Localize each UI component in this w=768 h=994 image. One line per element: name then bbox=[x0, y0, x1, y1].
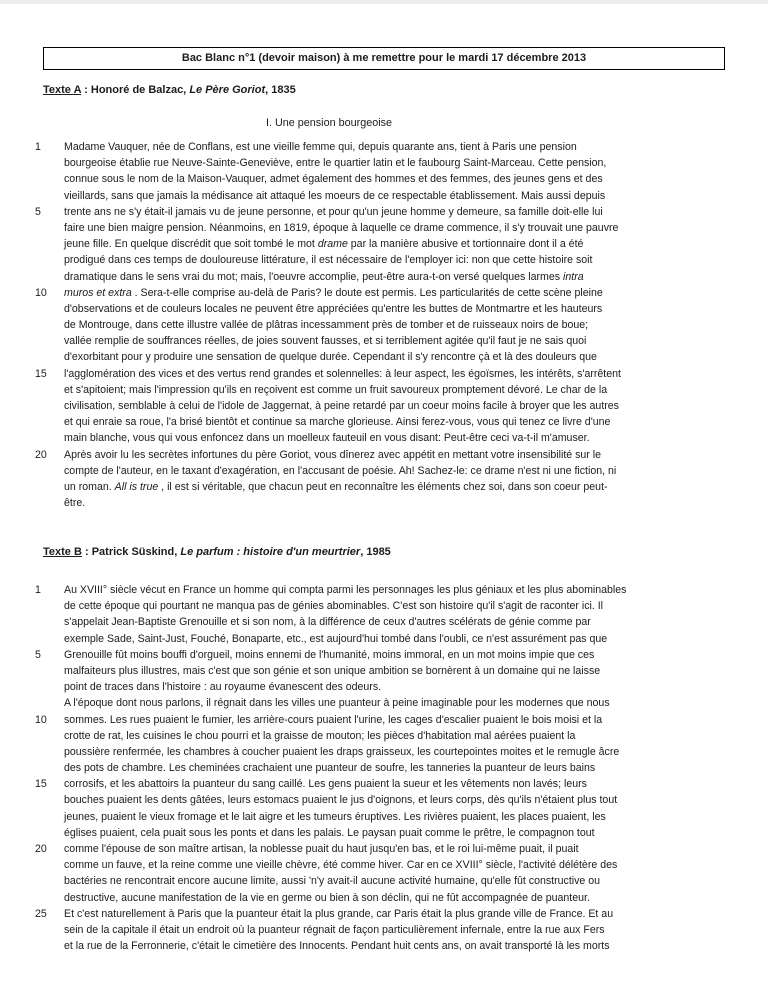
line-number bbox=[35, 873, 64, 889]
texte-b-label: Texte B bbox=[43, 546, 82, 558]
line-number bbox=[35, 333, 64, 349]
line-number bbox=[35, 301, 64, 317]
line-number bbox=[35, 809, 64, 825]
line-text: Madame Vauquer, née de Conflans, est une vieille femme qui, depuis quarante ans, tient à Paris une pension bbox=[64, 141, 577, 153]
text-line bbox=[35, 695, 740, 711]
line-number: 5 bbox=[35, 648, 41, 661]
line-number: 5 bbox=[35, 205, 41, 218]
line-text: trente ans ne s'y était-il jamais vu de jeune personne, et pour qu'un jeune homme y demeure, sa famille doit-elle lui bbox=[64, 205, 603, 218]
line-number bbox=[35, 614, 64, 630]
text-line bbox=[35, 582, 740, 598]
texte-a-body bbox=[35, 139, 740, 511]
text-line bbox=[35, 809, 740, 825]
line-text: comme un fauve, et la reine comme une vieille chèvre, été comme hiver. Car en ce XVIII° siècle, l'activité délétère des bbox=[64, 859, 618, 872]
section-title: I. Une pension bourgeoise bbox=[265, 117, 393, 129]
text-line bbox=[35, 631, 740, 647]
texte-a-label: Texte A bbox=[43, 84, 82, 96]
line-number bbox=[35, 220, 64, 236]
line-number bbox=[35, 495, 64, 511]
line-text: sein de la capitale il était un endroit où la puanteur régnait de façon particulièrement infernale, entre la rue aux Fers bbox=[64, 923, 605, 936]
line-text: crotte de rat, les cuisines le chou pourri et la graisse de mouton; les pièces d'habitation mal aérées puaient la bbox=[64, 729, 576, 742]
text-line bbox=[35, 236, 740, 252]
text-line bbox=[35, 398, 740, 414]
line-number bbox=[35, 155, 64, 171]
line-text: être. bbox=[64, 497, 86, 510]
line-number: 1 bbox=[35, 584, 41, 596]
text-line bbox=[35, 317, 740, 333]
line-number bbox=[35, 728, 64, 744]
texte-b-heading bbox=[43, 546, 391, 558]
text-line bbox=[35, 495, 740, 511]
line-text: s'appelait Jean-Baptiste Grenouille et si son nom, à la différence de ceux d'autres scélérats de génie comme par bbox=[64, 616, 591, 629]
line-number bbox=[35, 825, 64, 841]
line-number bbox=[35, 188, 64, 204]
text-line bbox=[35, 841, 740, 857]
text-line bbox=[35, 366, 740, 382]
line-text: malfaiteurs plus illustres, mais c'est que son génie et son unique ambition se bornèrent à un domaine qui ne laisse bbox=[64, 664, 601, 677]
text-line bbox=[35, 598, 740, 614]
line-number bbox=[35, 236, 64, 252]
text-line bbox=[35, 712, 740, 728]
text-line bbox=[35, 220, 740, 236]
text-line bbox=[35, 728, 740, 744]
text-line bbox=[35, 906, 740, 922]
line-text: civilisation, semblable à celui de l'idole de Jaggernat, à peine retardé par un coeur moins facile à broyer que les autres bbox=[64, 400, 619, 412]
text-line bbox=[35, 171, 740, 187]
line-text: de Montrouge, dans cette illustre vallée de plâtras incessamment près de tomber et de ruisseaux noirs de boue; bbox=[64, 319, 589, 332]
line-number bbox=[35, 792, 64, 808]
line-text: vallée remplie de souffrances réelles, de joies souvent fausses, et si terriblement agitée qu'il faut je ne sais quoi bbox=[64, 335, 587, 348]
text-line bbox=[35, 614, 740, 630]
line-number bbox=[35, 463, 64, 479]
line-text: Au XVIII° siècle vécut en France un homme qui compta parmi les personnages les plus géniaux et les plus abominables bbox=[64, 584, 627, 596]
line-text: Après avoir lu les secrètes infortunes du père Goriot, vous dînerez avec appétit en mettant votre insensibilité sur le bbox=[64, 448, 602, 461]
line-text: bactéries ne rencontrait encore aucune limite, aussi 'n'y avait-il aucune activité humaine, qu'elle fût constructive ou bbox=[64, 875, 601, 888]
line-text: de cette époque qui pourtant ne manqua pas de génies abominables. C'est son histoire qu'il s'agit de raconter ici. Il bbox=[64, 600, 604, 613]
line-number: 25 bbox=[35, 907, 47, 920]
line-text: dramatique dans le sens vrai du mot; mais, l'oeuvre accomplie, peut-être aura-t-on versé quelques larmes intra bbox=[64, 270, 584, 283]
line-text: prodigué dans ces temps de douloureuse littérature, il est nécessaire de l'employer ici: non que cette histoire soit bbox=[64, 254, 593, 267]
texte-b-year: , 1985 bbox=[360, 546, 391, 558]
text-line bbox=[35, 430, 740, 446]
line-number bbox=[35, 890, 64, 906]
text-line bbox=[35, 349, 740, 365]
text-line bbox=[35, 204, 740, 220]
line-number: 15 bbox=[35, 778, 47, 791]
line-text: compte de l'auteur, en le taxant d'exagération, en l'accusant de poésie. Ah! Sachez-le: ce drame n'est ni une fiction, ni bbox=[64, 464, 617, 477]
line-text: destructive, aucune manifestation de la vie en germe ou bien à son déclin, qui ne fût accompagnée de puanteur. bbox=[64, 891, 590, 904]
text-line bbox=[35, 744, 740, 760]
text-line bbox=[35, 479, 740, 495]
text-line bbox=[35, 922, 740, 938]
text-line bbox=[35, 463, 740, 479]
texte-a-author: : Honoré de Balzac, bbox=[81, 84, 190, 96]
line-text: vieillards, sans que jamais la médisance ait attaqué les moeurs de ce respectable établissement. Mais aussi depuis bbox=[64, 189, 606, 202]
line-number bbox=[35, 760, 64, 776]
line-number bbox=[35, 479, 64, 495]
line-text: et la rue de la Ferronnerie, c'était le cimetière des Innocents. Pendant huit cents ans, on avait transporté là les morts bbox=[64, 940, 610, 953]
texte-b-body bbox=[35, 582, 740, 954]
line-text: d'observations et de couleurs locales ne peuvent être appréciées qu'entre les buttes de Montmartre et les hauteurs bbox=[64, 302, 603, 315]
line-text: A l'époque dont nous parlons, il régnait dans les villes une puanteur à peine imaginable pour les modernes que nous bbox=[64, 697, 610, 710]
line-text: bouches puaient les dents gâtées, leurs estomacs puaient le jus d'oignons, et leurs corps, dès qu'ils n'étaient plus tout bbox=[64, 794, 618, 807]
line-number: 1 bbox=[35, 141, 41, 153]
line-text: et qui enraie sa roue, l'a brisé bientôt et continue sa marche glorieuse. Ainsi ferez-vous, vous qui tenez ce livre d'une bbox=[64, 416, 611, 429]
text-line bbox=[35, 792, 740, 808]
line-text: Et c'est naturellement à Paris que la puanteur était la plus grande, car Paris était la plus grande ville de France. Et au bbox=[64, 907, 614, 920]
texte-a-year: , 1835 bbox=[265, 84, 296, 96]
texte-a-work-title: Le Père Goriot bbox=[189, 84, 266, 96]
line-number: 10 bbox=[35, 713, 47, 726]
text-line bbox=[35, 647, 740, 663]
line-text: des pots de chambre. Les cheminées crachaient une puanteur de soufre, les tanneries la puanteur de leurs bains bbox=[64, 762, 596, 775]
line-text: bourgeoise établie rue Neuve-Sainte-Geneviève, entre le quartier latin et le faubourg Saint-Marceau. Cette pension, bbox=[64, 157, 607, 170]
line-text: églises puaient, cela puait sous les ponts et dans les palais. Le paysan puait comme le prêtre, le compagnon tout bbox=[64, 826, 595, 839]
text-line bbox=[35, 414, 740, 430]
line-number bbox=[35, 398, 64, 414]
line-text: jeunes, puaient le vieux fromage et le lait aigre et les tumeurs éruptives. Les rivières puaient, les places puaient, les bbox=[64, 810, 606, 823]
text-line bbox=[35, 825, 740, 841]
line-number bbox=[35, 938, 64, 954]
line-text: un roman. All is true , il est si véritable, que chacun peut en reconnaître les éléments chez soi, dans son coeur peut- bbox=[64, 480, 608, 493]
line-text: point de traces dans l'histoire : au royaume évanescent des odeurs. bbox=[64, 681, 382, 694]
text-line bbox=[35, 447, 740, 463]
line-number bbox=[35, 744, 64, 760]
line-number: 20 bbox=[35, 448, 47, 461]
text-line bbox=[35, 285, 740, 301]
text-line bbox=[35, 252, 740, 268]
line-text: et s'apitoient; mais l'impression qu'ils en reçoivent est comme un fruit savoureux promptement dévoré. Le char de la bbox=[64, 383, 608, 396]
text-line bbox=[35, 938, 740, 954]
text-line bbox=[35, 155, 740, 171]
texte-a-heading bbox=[43, 84, 296, 96]
line-number: 20 bbox=[35, 843, 47, 855]
line-number: 15 bbox=[35, 367, 47, 380]
text-line bbox=[35, 760, 740, 776]
text-line bbox=[35, 333, 740, 349]
line-text: corrosifs, et les abattoirs la puanteur du sang caillé. Les gens puaient la sueur et les vêtements non lavés; leurs bbox=[64, 778, 587, 791]
text-line bbox=[35, 188, 740, 204]
line-number bbox=[35, 349, 64, 365]
line-number: 10 bbox=[35, 286, 47, 299]
text-line bbox=[35, 857, 740, 873]
line-number bbox=[35, 663, 64, 679]
line-text: comme l'épouse de son maître artisan, la noblesse puait du haut jusqu'en bas, et le roi lui-même puait, il puait bbox=[64, 843, 579, 855]
line-number bbox=[35, 171, 64, 187]
line-text: exemple Sade, Saint-Just, Fouché, Bonaparte, etc., est aujourd'hui tombé dans l'oubli, ce n'est assurément pas que bbox=[64, 632, 608, 645]
line-number bbox=[35, 679, 64, 695]
text-line bbox=[35, 269, 740, 285]
line-text: sommes. Les rues puaient le fumier, les arrière-cours puaient l'urine, les cages d'escalier puaient le bois moisi et la bbox=[64, 713, 603, 726]
line-number bbox=[35, 252, 64, 268]
line-number bbox=[35, 922, 64, 938]
text-line bbox=[35, 139, 740, 155]
line-text: Grenouille fût moins bouffi d'orgueil, moins ennemi de l'humanité, moins immoral, en un mot moins impie que ces bbox=[64, 648, 595, 661]
text-line bbox=[35, 873, 740, 889]
line-number bbox=[35, 695, 64, 711]
assignment-header-box bbox=[43, 47, 725, 70]
texte-b-author: : Patrick Süskind, bbox=[81, 546, 181, 558]
page-top-edge bbox=[0, 0, 768, 4]
line-text: main blanche, vous qui vous enfoncez dans un moelleux fauteuil en vous disant: Peut-être ceci va-t-il m'amuser. bbox=[64, 432, 590, 445]
text-line bbox=[35, 679, 740, 695]
line-number bbox=[35, 857, 64, 873]
text-line bbox=[35, 776, 740, 792]
line-number bbox=[35, 269, 64, 285]
line-number bbox=[35, 598, 64, 614]
line-number bbox=[35, 382, 64, 398]
text-line bbox=[35, 663, 740, 679]
assignment-header-text: Bac Blanc n°1 (devoir maison) à me remettre pour le mardi 17 décembre 2013 bbox=[181, 52, 587, 64]
line-text: l'agglomération des vices et des vertus rend grandes et solennelles: à leur aspect, les égoïsmes, les intérêts, s'arrêtent bbox=[64, 367, 621, 380]
line-number bbox=[35, 317, 64, 333]
line-text: jeune fille. En quelque discrédit que soit tombé le mot drame par la manière abusive et tortionnaire dont il a été bbox=[64, 238, 584, 251]
line-text: d'exorbitant pour y produire une sensation de quelque durée. Cependant il s'y rencontre çà et là des douleurs que bbox=[64, 351, 597, 364]
line-text: muros et extra . Sera-t-elle comprise au-delà de Paris? le doute est permis. Les particularités de cette scène pleine bbox=[64, 286, 603, 299]
line-text: connue sous le nom de la Maison-Vauquer, admet également des hommes et des femmes, des jeunes gens et des bbox=[64, 173, 603, 186]
text-line bbox=[35, 890, 740, 906]
line-number bbox=[35, 430, 64, 446]
line-number bbox=[35, 631, 64, 647]
texte-b-work-title: Le parfum : histoire d'un meurtrier bbox=[180, 546, 361, 558]
line-text: poussière renfermée, les chambres à coucher puaient les draps graisseux, les courtepointes moites et le remugle âcre bbox=[64, 745, 620, 758]
line-text: faire une bien maigre pension. Néanmoins, en 1819, époque à laquelle ce drame commence, il s'y trouvait une pauvre bbox=[64, 221, 619, 234]
text-line bbox=[35, 382, 740, 398]
line-number bbox=[35, 414, 64, 430]
text-line bbox=[35, 301, 740, 317]
